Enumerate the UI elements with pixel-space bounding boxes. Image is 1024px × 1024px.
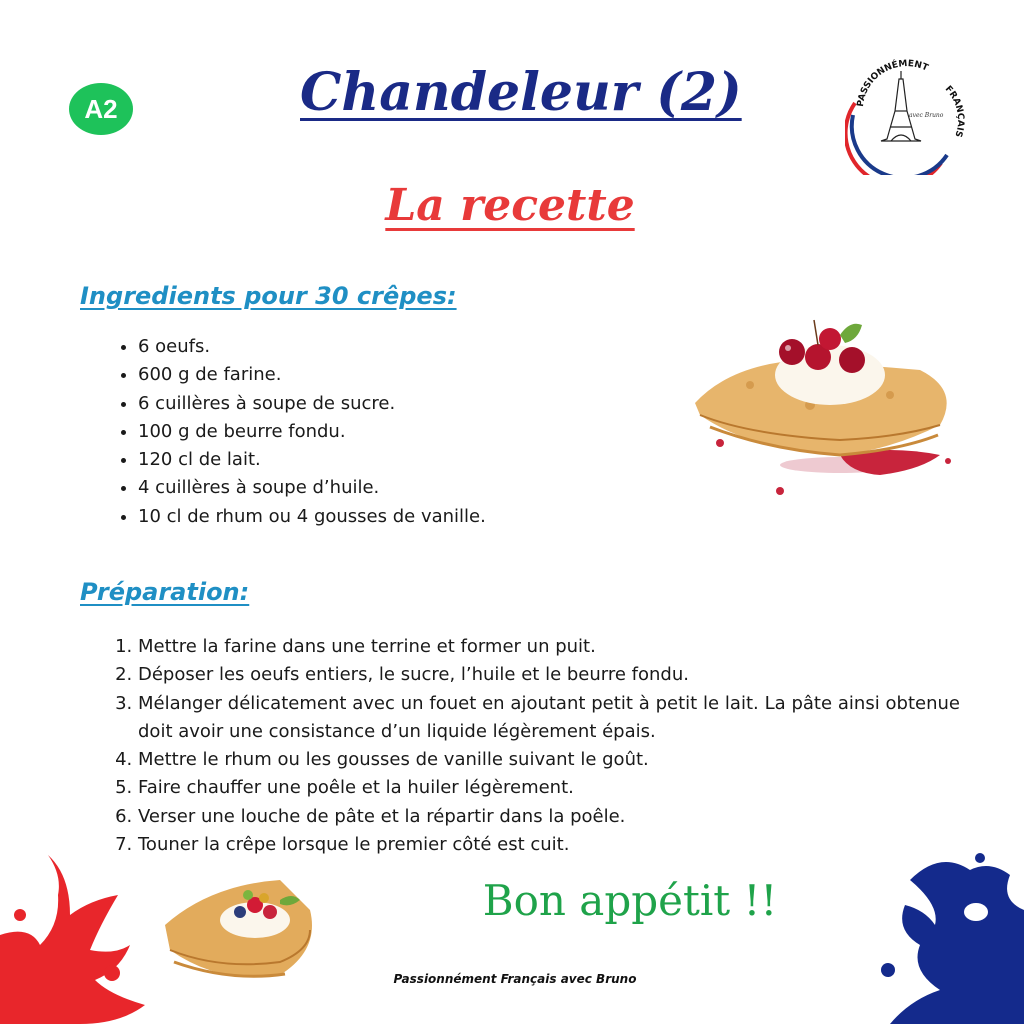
footer-signature: Passionnément Français avec Bruno (393, 972, 637, 986)
passionnement-francais-logo (845, 55, 965, 175)
ingredients-heading: Ingredients pour 30 crêpes: (80, 282, 457, 310)
recipe-subtitle: La recette (385, 180, 635, 231)
preparation-step: 6. Verser une louche de pâte et la répartir dans la poêle. (138, 803, 960, 831)
preparation-steps (116, 633, 960, 859)
ingredient-item: • 600 g de farine. (138, 361, 598, 389)
blue-paint-splash (880, 850, 1024, 1024)
bon-appetit-text: Bon appétit !! (482, 876, 778, 925)
logo-top-text: PASSIONNÉMENT (855, 58, 930, 108)
crepe-with-cherries-illustration (690, 315, 960, 505)
preparation-step: 5. Faire chauffer une poêle et la huiler légèrement. (138, 774, 960, 802)
ingredients-list (110, 333, 598, 531)
ingredient-item: • 120 cl de lait. (138, 446, 598, 474)
ingredient-item: • 4 cuillères à soupe d’huile. (138, 474, 598, 502)
preparation-step: 1. Mettre la farine dans une terrine et former un puit. (138, 633, 960, 661)
crepe-with-berries-illustration (160, 870, 330, 990)
ingredient-item: • 6 cuillères à soupe de sucre. (138, 390, 598, 418)
preparation-step: 7. Touner la crêpe lorsque le premier côté est cuit. (138, 831, 960, 859)
preparation-step: 4. Mettre le rhum ou les gousses de vanille suivant le goût. (138, 746, 960, 774)
preparation-step: 2. Déposer les oeufs entiers, le sucre, l’huile et le beurre fondu. (138, 661, 960, 689)
logo-center-text: avec Bruno (909, 112, 944, 119)
logo-side-text: FRANÇAIS (942, 84, 965, 139)
red-paint-splash (0, 855, 145, 1024)
ingredient-item: • 10 cl de rhum ou 4 gousses de vanille. (138, 503, 598, 531)
ingredient-item: • 6 oeufs. (138, 333, 598, 361)
level-badge: A2 (69, 83, 133, 135)
page-title: Chandeleur (2) (300, 62, 742, 123)
preparation-heading: Préparation: (80, 578, 250, 606)
ingredient-item: • 100 g de beurre fondu. (138, 418, 598, 446)
preparation-step: 3. Mélanger délicatement avec un fouet en ajoutant petit à petit le lait. La pâte ainsi obtenue doit avoir une consistance d’un liquide légèrement épais. (138, 690, 960, 747)
